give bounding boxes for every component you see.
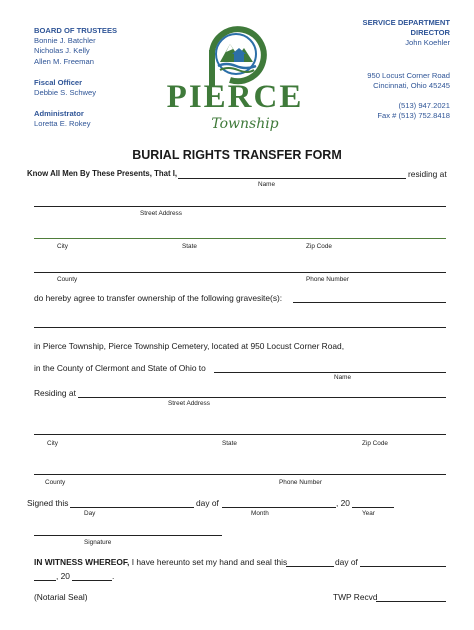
trustee-name: Bonnie J. Batchler <box>34 36 96 46</box>
phone-number: (513) 947.2021 <box>398 101 450 111</box>
twp-recvd-field[interactable] <box>376 601 446 602</box>
witness-month-field[interactable] <box>360 566 446 567</box>
dept-title: SERVICE DEPARTMENT <box>362 18 450 27</box>
county-state-text: in the County of Clermont and State of Ohio to <box>34 363 206 373</box>
phone-number-label: Phone Number <box>306 276 349 283</box>
witness-period: . <box>112 571 115 581</box>
witness-text: I have hereunto set my hand and seal this <box>131 557 288 567</box>
witness-bold-text: IN WITNESS WHEREOF, <box>34 557 130 567</box>
recipient-state-label: State <box>222 440 237 447</box>
recipient-street-field[interactable] <box>78 397 446 398</box>
month-label: Month <box>251 510 269 517</box>
state-label: State <box>182 243 197 250</box>
day-label: Day <box>84 510 96 517</box>
trustees-block <box>34 26 117 130</box>
signature-field[interactable] <box>34 535 222 536</box>
recipient-county-phone-field[interactable] <box>34 474 446 475</box>
address-line: 950 Locust Corner Road <box>367 70 450 80</box>
witness-year-prefix: , 20 <box>56 571 70 581</box>
trustee-name: Allen M. Freeman <box>34 56 94 66</box>
gravesite-field[interactable] <box>293 302 446 303</box>
fiscal-name: Debbie S. Schwey <box>34 88 97 98</box>
month-field[interactable] <box>222 507 336 508</box>
address-line: Cincinnati, Ohio 45245 <box>373 80 450 90</box>
fax-number: Fax # (513) 752.8418 <box>377 111 450 121</box>
fiscal-title: Fiscal Officer <box>34 77 83 87</box>
intro-text: Know All Men By These Presents, That I, <box>27 169 178 178</box>
street-address-label: Street Address <box>140 210 182 217</box>
name-field[interactable] <box>178 178 406 179</box>
recipient-zip-label: Zip Code <box>362 440 388 447</box>
signed-text: Signed this <box>27 498 69 508</box>
recipient-name-field[interactable] <box>214 372 446 373</box>
name-label: Name <box>258 181 276 188</box>
pierce-township-logo <box>160 14 310 142</box>
recipient-city-state-zip-field[interactable] <box>34 434 446 435</box>
admin-title: Administrator <box>34 109 84 119</box>
day-field[interactable] <box>70 507 194 508</box>
recipient-county-label: County <box>45 479 66 486</box>
year-prefix-text: , 20 <box>336 498 350 508</box>
witness-extra-field[interactable] <box>34 580 56 581</box>
recipient-city-label: City <box>47 440 59 447</box>
county-label: County <box>57 276 78 283</box>
recipient-phone-label: Phone Number <box>279 479 322 486</box>
street-address-field[interactable] <box>34 206 446 207</box>
notarial-seal-text: (Notarial Seal) <box>34 592 88 602</box>
dept-title: DIRECTOR <box>410 28 450 38</box>
trustee-name: Nicholas J. Kelly <box>34 46 90 56</box>
city-label: City <box>57 243 69 250</box>
director-name: John Koehler <box>405 38 450 48</box>
gravesite-extra-field[interactable] <box>34 327 446 328</box>
city-state-zip-field[interactable] <box>34 238 446 239</box>
county-phone-field[interactable] <box>34 272 446 273</box>
signature-label: Signature <box>84 539 112 546</box>
twp-recvd-text: TWP Recvd <box>333 592 378 602</box>
logo-script: Township <box>211 116 279 132</box>
witness-year-field[interactable] <box>72 580 112 581</box>
form-title: BURIAL RIGHTS TRANSFER FORM <box>132 148 342 162</box>
recipient-street-label: Street Address <box>168 400 210 407</box>
year-label: Year <box>362 510 375 517</box>
year-field[interactable] <box>352 507 394 508</box>
residing-at-text: residing at <box>408 169 447 179</box>
day-of-text: day of <box>196 498 219 508</box>
department-block <box>363 18 450 121</box>
location-text: in Pierce Township, Pierce Township Cemetery, located at 950 Locust Corner Road, <box>34 341 345 351</box>
zip-code-label: Zip Code <box>306 243 332 250</box>
witness-day-field[interactable] <box>286 566 334 567</box>
witness-statement <box>34 557 287 567</box>
residing-text: Residing at <box>34 388 76 398</box>
board-title: BOARD OF TRUSTEES <box>34 26 118 35</box>
logo-wordmark: PIERCE <box>166 79 304 115</box>
recipient-name-label: Name <box>334 374 352 381</box>
transfer-text: do hereby agree to transfer ownership of the following gravesite(s): <box>34 293 283 303</box>
witness-day-of-text: day of <box>335 557 358 567</box>
admin-name: Loretta E. Rokey <box>34 119 91 129</box>
